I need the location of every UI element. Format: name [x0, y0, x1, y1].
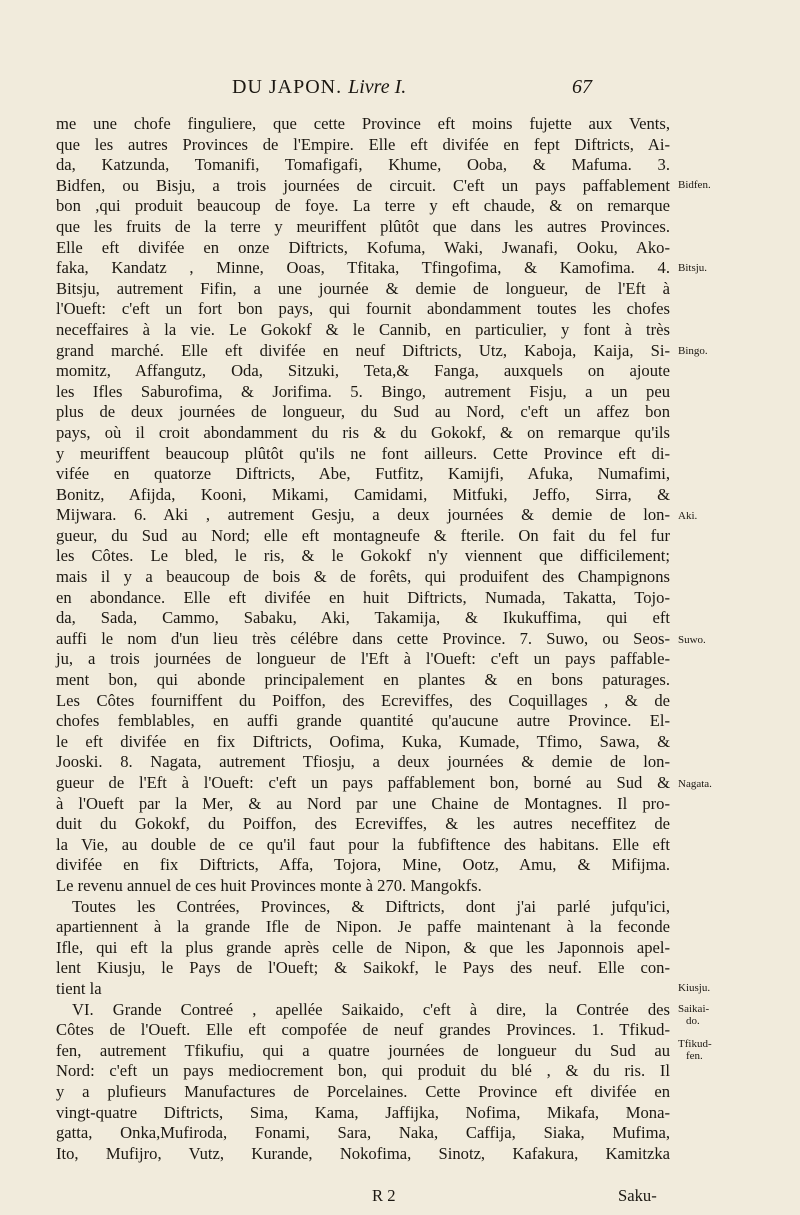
text-line: Jooski. 8. Nagata, autrement Tfiosju, a deux journées & demie de lon-: [56, 752, 670, 772]
text-line: que les autres Provinces de l'Empire. Elle eft divifée en fept Diftricts, Ai-: [56, 134, 670, 154]
text-line: mais il y a beaucoup de bois & de forêts, qui produifent des Champignons: [56, 567, 670, 587]
text-line: y a plufieurs Manufactures de Porcelaines. Cette Province eft divifée en: [56, 1081, 670, 1101]
margin-note: Kiusju.: [678, 982, 711, 994]
running-title: DU JAPON.: [232, 76, 343, 98]
page-number: 67: [572, 76, 592, 98]
text-line: en abondance. Elle eft divifée en huit Diftricts, Numada, Takatta, Tojo-: [56, 587, 670, 607]
text-line: da, Katzunda, Tomanifi, Tomafigafi, Khume, Ooba, & Mafuma. 3.: [56, 155, 670, 175]
margin-note: Aki.: [678, 510, 698, 522]
text-line: Nord: c'eft un pays mediocrement bon, qui produit du blé , & du ris. Il: [56, 1061, 670, 1081]
margin-note: do.: [686, 1015, 700, 1027]
text-line: Mijwara. 6. Aki , autrement Gesju, a deux journées & demie de lon-: [56, 505, 670, 525]
signature-mark: R 2: [372, 1186, 396, 1205]
text-line: plus de deux journées de longueur, du Sud au Nord, c'eft un affez bon: [56, 402, 670, 422]
text-line: lent Kiusju, le Pays de l'Oueft; & Saikokf, le Pays des neuf. Elle con-: [56, 958, 670, 978]
margin-note: Nagata.: [678, 778, 712, 790]
text-line: grand marché. Elle eft divifée en neuf Diftricts, Utz, Kaboja, Kaija, Si-: [56, 340, 670, 360]
text-line: auffi le nom d'un lieu très célébre dans cette Province. 7. Suwo, ou Seos-: [56, 628, 670, 648]
text-line: divifée en fix Diftricts, Affa, Tojora, Mine, Ootz, Amu, & Mifijma.: [56, 855, 670, 875]
text-line: Bonitz, Afijda, Kooni, Mikami, Camidami, Mitfuki, Jeffo, Sirra, &: [56, 484, 670, 504]
text-line: l'Oueft: c'eft un fort bon pays, qui fournit abondamment toutes les chofes: [56, 299, 670, 319]
text-line: faka, Kandatz , Minne, Ooas, Tfitaka, Tfingofima, & Kamofima. 4.: [56, 258, 670, 278]
margin-note: Bidfen.: [678, 179, 711, 191]
text-line: que les fruits de la terre y meuriffent plûtôt que dans les autres Provinces.: [56, 216, 670, 236]
text-line: Les Côtes fourniffent du Poiffon, des Ecreviffes, des Coquillages , & de: [56, 690, 670, 710]
running-title-book: Livre I.: [348, 76, 407, 98]
text-line: apartiennent à la grande Ifle de Nipon. Je paffe maintenant à la feconde: [56, 917, 670, 937]
text-line: les Côtes. Le bled, le ris, & le Gokokf n'y viennent que difficilement;: [56, 546, 670, 566]
text-line: Toutes les Contrées, Provinces, & Diftricts, dont j'ai parlé jufqu'ici,: [72, 896, 670, 916]
margin-note: Saikai-: [678, 1003, 710, 1015]
text-line: vifée en quatorze Diftricts, Abe, Futfitz, Kamijfi, Afuka, Numafimi,: [56, 464, 670, 484]
margin-note: Tfikud-: [678, 1038, 712, 1050]
text-line: fen, autrement Tfikufiu, qui a quatre journées de longueur du Sud au: [56, 1040, 670, 1060]
text-line: ju, a trois journées de longueur de l'Eft à l'Oueft: c'eft un pays paffable-: [56, 649, 670, 669]
margin-note: Suwo.: [678, 634, 706, 646]
text-line: neceffaires à la vie. Le Gokokf & le Cannib, en particulier, y font à très: [56, 319, 670, 339]
text-line: tient la: [56, 978, 102, 998]
text-line: Bidfen, ou Bisju, a trois journées de circuit. C'eft un pays paffablement: [56, 175, 670, 195]
text-line: Le revenu annuel de ces huit Provinces monte à 270. Mangokfs.: [56, 875, 482, 895]
body-text: [56, 114, 670, 1164]
text-line: Elle eft divifée en onze Diftricts, Kofuma, Waki, Jwanafi, Ooku, Ako-: [56, 237, 670, 257]
text-line: gueur de l'Eft à l'Oueft: c'eft un pays paffablement bon, borné au Sud &: [56, 773, 670, 792]
catchword: Saku-: [618, 1186, 657, 1205]
text-line: VI. Grande Contreé , apellée Saikaido, c'eft à dire, la Contrée des: [72, 999, 670, 1019]
text-line: Bitsju, autrement Fifin, a une journée & demie de longueur, de l'Eft à: [56, 278, 670, 298]
text-line: y meuriffent beaucoup plûtôt qu'ils ne font ailleurs. Cette Province eft di-: [56, 443, 670, 463]
text-line: le eft divifée en fix Diftricts, Oofima, Kuka, Kumade, Tfimo, Sawa, &: [56, 731, 670, 751]
text-line: me une chofe finguliere, que cette Province eft moins fujette aux Vents,: [56, 114, 670, 133]
text-line: gueur, du Sud au Nord; elle eft montagneufe & fterile. On fait du fel fur: [56, 525, 670, 545]
text-line: la Vie, au double de ce qu'il faut pour la fubfiftence des habitans. Elle eft: [56, 834, 670, 854]
text-line: Ito, Mufijro, Vutz, Kurande, Nokofima, Sinotz, Kafakura, Kamitzka: [56, 1143, 670, 1163]
text-line: gatta, Onka,Mufiroda, Fonami, Sara, Naka, Caffija, Siaka, Mufima,: [56, 1123, 670, 1143]
text-line: ment bon, qui abonde principalement en plantes & en bons paturages.: [56, 670, 670, 690]
text-line: chofes femblables, en auffi grande quantité qu'aucune autre Province. El-: [56, 711, 670, 731]
text-line: Côtes de l'Oueft. Elle eft compofée de neuf grandes Provinces. 1. Tfikud-: [56, 1020, 670, 1040]
text-line: duit du Gokokf, du Poiffon, des Ecreviffes, & les autres neceffitez de: [56, 814, 670, 834]
text-line: da, Sada, Cammo, Sabaku, Aki, Takamija, & Ikukuffima, qui eft: [56, 608, 670, 628]
text-line: pays, où il croit abondamment du ris & du Gokokf, & on remarque qu'ils: [56, 422, 670, 442]
text-line: vingt-quatre Diftricts, Sima, Kama, Jaffijka, Nofima, Mikafa, Mona-: [56, 1102, 670, 1122]
text-line: les Ifles Saburofima, & Jorifima. 5. Bingo, autrement Fisju, a un peu: [56, 381, 670, 401]
margin-note: Bitsju.: [678, 262, 708, 274]
margin-note: Bingo.: [678, 345, 708, 357]
margin-note: fen.: [686, 1050, 703, 1062]
text-line: à l'Oueft par la Mer, & au Nord par une Chaine de Montagnes. Il pro-: [56, 793, 670, 813]
text-line: momitz, Affangutz, Oda, Sitzuki, Teta,& Fanga, auxquels on ajoute: [56, 361, 670, 381]
text-line: Ifle, qui eft la plus grande après celle de Nipon, & que les Japonnois apel-: [56, 937, 670, 957]
text-line: bon ,qui produit beaucoup de foye. La terre y eft chaude, & on remarque: [56, 196, 670, 216]
